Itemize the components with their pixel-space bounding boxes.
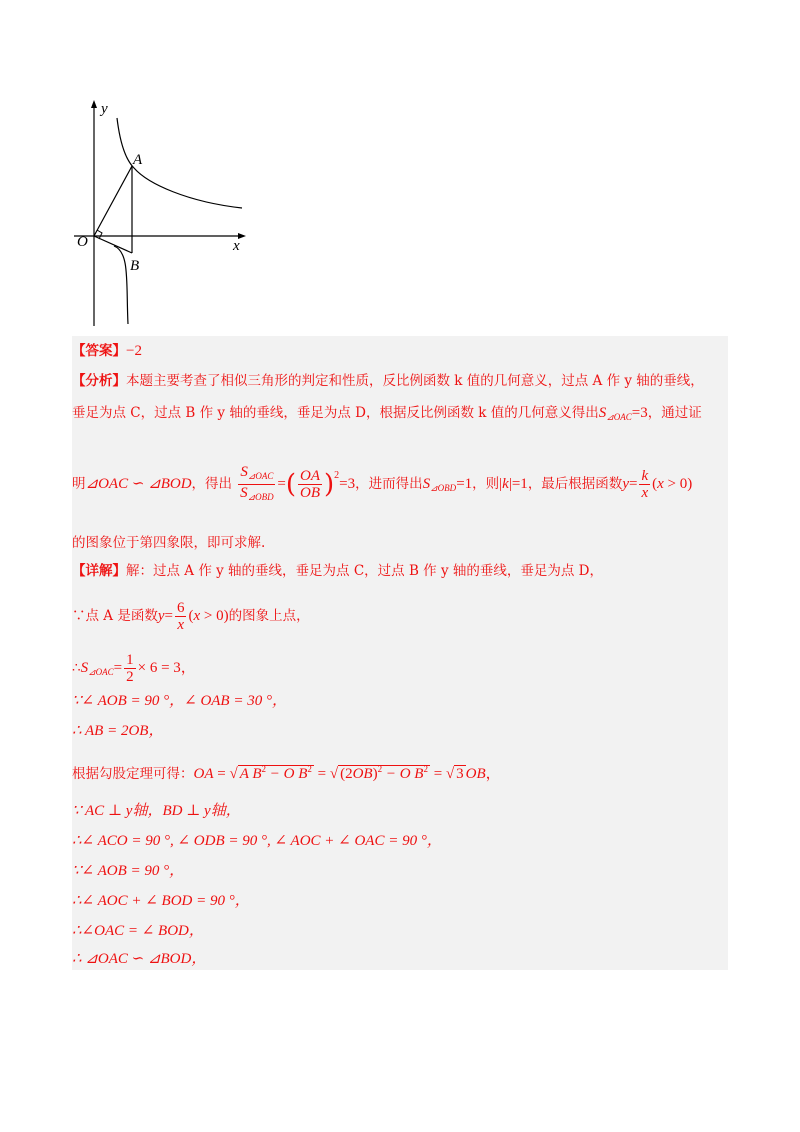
analysis-text-1: 本题主要考查了相似三角形的判定和性质，反比例函数 k 值的几何意义，过点 A 作 y 轴的垂线， [126, 373, 704, 389]
analysis-text-3d: ，则 [472, 476, 500, 492]
similar-triangles-expr: ⊿OAC ∽ ⊿BOD [85, 476, 192, 492]
detail-line-4: ∵∠ AOB = 90 °，∠ OAB = 30 °， [72, 693, 287, 709]
analysis-text-3a: 明 [72, 476, 86, 492]
detail-text-2b: 的图象上点， [228, 607, 310, 624]
detail-line-7: ∵ AC ⊥ y轴，BD ⊥ y轴， [72, 803, 241, 819]
detail-text-6a: 根据勾股定理可得： [72, 766, 194, 782]
pythagoras-expr: OA = √ A $B^2 - O$ $B^2$ = √ $(2OB)^2 - O$ $B^2$ = √ 3 OB， [193, 764, 501, 782]
answer-line [72, 342, 142, 360]
analysis-text-2: 垂足为点 C，过点 B 作 y 轴的垂线，垂足为点 D，根据反比例函数 k 值的几何意义得出 [72, 405, 599, 421]
analysis-text-3e: ，最后根据函数 [527, 476, 623, 492]
detail-line-3 [72, 652, 196, 685]
function-6-over-x: y= $\frac{6}{x}$ (x > 0) [157, 600, 229, 633]
label-a: A [133, 152, 143, 168]
analysis-line-4 [72, 534, 265, 552]
detail-line-5: ∴ AB = 2OB， [72, 723, 164, 739]
detail-line-8: ∴∠ ACO = 90 °, ∠ ODB = 90 °, ∠ AOC + ∠ OAC = 90 °， [72, 833, 442, 849]
detail-line-2 [72, 600, 310, 633]
answer-tag: 【答案】 [72, 343, 126, 359]
abs-k-eq: |k|=1 [499, 476, 528, 492]
label-x: x [233, 238, 240, 254]
detail-text-1: 解：过点 A 作 y 轴的垂线，垂足为点 C，过点 B 作 y 轴的垂线，垂足为点 D， [126, 563, 603, 579]
label-y: y [101, 101, 108, 117]
analysis-text-3c: ，进而得出 [355, 476, 423, 492]
area-ratio-fraction: $\frac{S_{⊿OAC}}{S_{⊿OBD}}$ [240, 464, 274, 502]
detail-text-3a: ∴ [72, 659, 81, 676]
detail-line-10: ∴∠ AOC + ∠ BOD = 90 °， [72, 893, 250, 909]
area-obd-eq: $S_{⊿OBD}=1$ [422, 476, 473, 493]
detail-line-11: ∴∠OAC = ∠ BOD， [72, 923, 204, 939]
detail-line-1 [72, 562, 603, 580]
analysis-text-2-tail: ，通过证 [647, 405, 702, 421]
analysis-tag: 【分析】 [72, 373, 126, 389]
detail-line-6 [72, 760, 501, 783]
analysis-line-3: 明⊿OAC ∽ ⊿BOD，得出 $\frac{S_{⊿OAC}}{S_{⊿OBD}}$ =( $\frac{OA}{OB}$ )$^2$=3，进而得出$S_{⊿OBD}=1$，则|k|=1，最后根据函数y= $\frac{k}{x}$ (x > 0) [72, 464, 692, 505]
answer-value: −2 [126, 343, 142, 359]
label-o: O [77, 234, 88, 250]
detail-text-2a: ∵点 A 是函数 [72, 607, 158, 624]
y-axis-arrow [91, 100, 97, 108]
analysis-text-4: 的图象位于第四象限，即可求解. [72, 535, 266, 551]
analysis-text-3b: ，得出 [191, 476, 233, 492]
area-oac-eq: $S_{⊿OAC}=3$ [598, 405, 648, 422]
label-b: B [130, 258, 140, 274]
detail-tag: 【详解】 [72, 563, 126, 579]
detail-line-12: ∴ ⊿OAC ∽ ⊿BOD， [72, 951, 207, 967]
solution-block [72, 336, 728, 970]
area-oac-calc: $S_{⊿OAC}=$ $\frac{1}{2}$ × 6 = 3， [80, 652, 196, 685]
function-k-over-x: y= $\frac{k}{x}$ (x > 0) [622, 468, 693, 502]
analysis-line-1 [72, 372, 704, 390]
detail-line-9: ∵∠ AOB = 90 °， [72, 863, 185, 879]
function-graph-figure [68, 98, 248, 330]
side-ratio-fraction: $\frac{OA}{OB}$ [300, 468, 321, 501]
hyperbola-branch-fourth-quadrant [114, 246, 128, 324]
segment-oa [94, 166, 132, 236]
analysis-line-2 [72, 404, 702, 426]
